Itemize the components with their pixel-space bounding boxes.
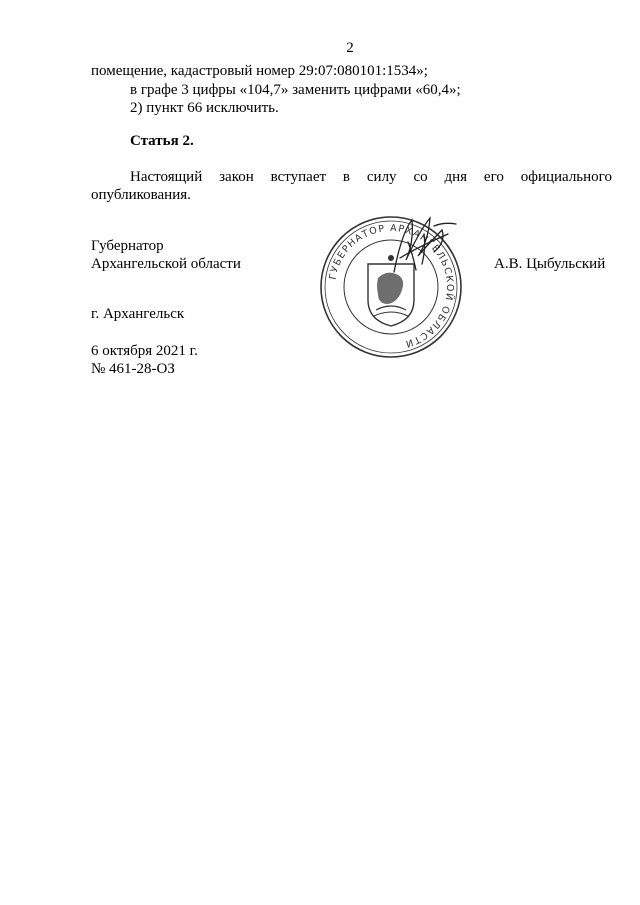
word: дня: [444, 169, 468, 185]
signatory-position: Губернатор: [91, 238, 164, 254]
signatory-region: Архангельской области: [91, 256, 241, 272]
page-number: 2: [346, 40, 354, 56]
word: в: [342, 169, 351, 185]
signatory-name: А.В. Цыбульский: [494, 256, 606, 272]
paragraph-first-line: [130, 168, 612, 186]
article-heading: Статья 2.: [130, 133, 194, 149]
word: со: [413, 169, 428, 185]
word: силу: [366, 169, 397, 185]
word: Настоящий: [130, 169, 203, 185]
law-number: № 461-28-ОЗ: [91, 361, 175, 377]
paragraph-continuation: опубликования.: [91, 187, 191, 203]
signing-date: 6 октября 2021 г.: [91, 343, 198, 359]
seal-text: ГУБЕРНАТОР АРХАНГЕЛЬСКОЙ ОБЛАСТИ: [327, 222, 456, 350]
word: закон: [219, 169, 254, 185]
text-line: в графе 3 цифры «104,7» заменить цифрами «60,4»;: [130, 82, 461, 98]
word: его: [483, 169, 504, 185]
text-line: помещение, кадастровый номер 29:07:080101:1534»;: [91, 63, 428, 79]
text-line: 2) пункт 66 исключить.: [130, 100, 279, 116]
word: официального: [520, 169, 612, 185]
official-seal-icon: [316, 212, 466, 362]
place-of-signing: г. Архангельск: [91, 306, 185, 322]
word: вступает: [270, 169, 327, 185]
